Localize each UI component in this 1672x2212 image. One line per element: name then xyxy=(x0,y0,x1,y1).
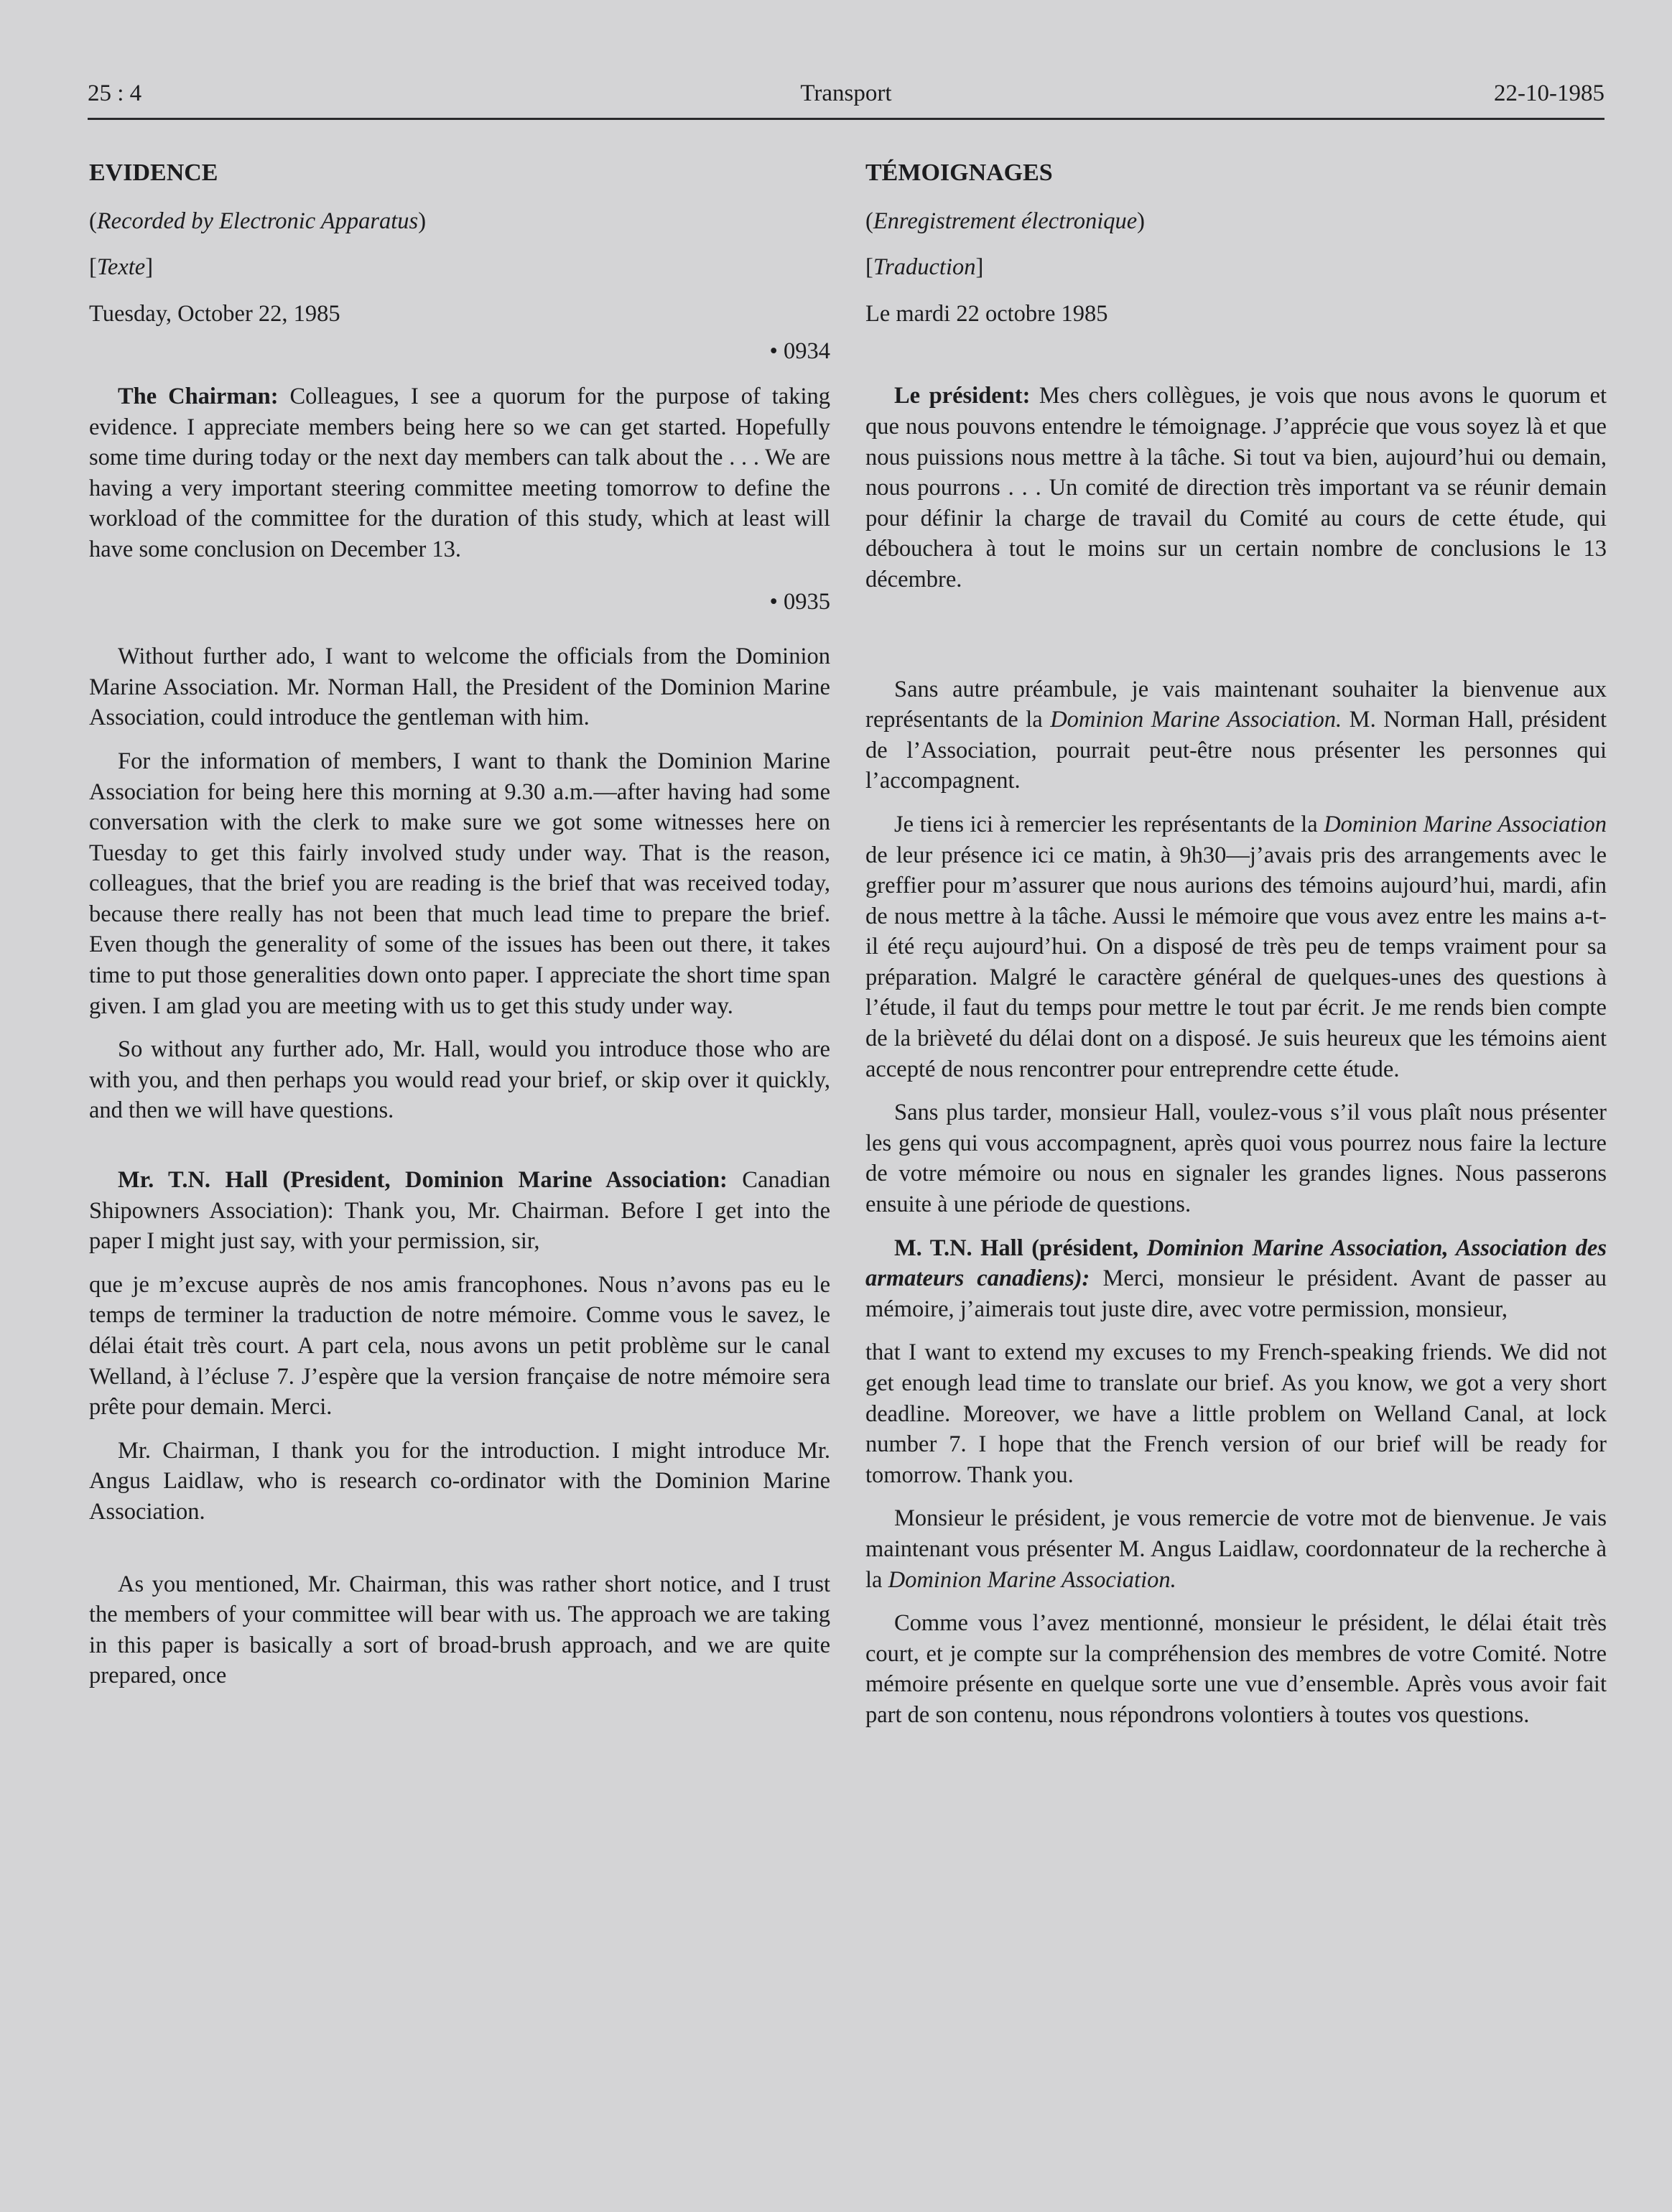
text-note: [Texte] xyxy=(89,254,154,281)
page-number: 25 : 4 xyxy=(88,80,142,106)
recording-note: (Recorded by Electronic Apparatus) xyxy=(89,208,427,234)
paragraph: The Chairman: Colleagues, I see a quorum for the purpose of taking evidence. I appreciate members being here so we can get started. Hopefully some time during today or the next day members can talk about the . . . We are having a very important steering committee meeting tomorrow to define the workload of the committee for the duration of this study, which at least will have some conclusion on December 13. xyxy=(89,383,830,562)
section-title: EVIDENCE xyxy=(89,159,218,186)
speaker-name: M. T.N. Hall (président, xyxy=(894,1235,1147,1261)
paragraph: that I want to extend my excuses to my French-speaking friends. We did not get enough lead time to translate our brief. As you know, we got a very short deadline. Moreover, we have a little problem on Welland Canal, at lock number 7. I hope that the French version of our brief will be ready for tomorrow. Thank you. xyxy=(865,1339,1607,1488)
paragraph: Sans autre préambule, je vais maintenant souhaiter la bienvenue aux représentants de la Dominion Marine Association. M. Norman Hall, président de l’Association, pourrait peut-être nous présenter les personnes qui l’accompagnent. xyxy=(865,676,1607,794)
paragraph: As you mentioned, Mr. Chairman, this was rather short notice, and I trust the members of your committee will bear with us. The approach we are taking in this paper is basically a sort of broad-brush approach, and we are quite prepared, once xyxy=(89,1571,830,1689)
paragraph: Sans plus tarder, monsieur Hall, voulez-vous s’il vous plaît nous présenter les gens qui vous accompagnent, après quoi vous pourrez nous faire la lecture de votre mémoire ou nous en signaler les grandes lignes. Nous passerons ensuite à une période de questions. xyxy=(865,1100,1607,1218)
paragraph: Je tiens ici à remercier les représentants de la Dominion Marine Association de leur présence ici ce matin, à 9h30—j’avais pris des arrangements avec le greffier pour m’assurer que nous aurions des témoins aujourd’hui, mardi, afin de nous mettre à la tâche. Aussi le mémoire que vous avez entre les mains a-t-il été reçu aujourd’hui. On a disposé de très peu de temps vraiment pour sa préparation. Malgré le caractère général de quelques-unes des questions à l’étude, il faut du temps pour mettre le tout par écrit. Je me rends bien compte de la brièveté du délai dont on a disposé. Je suis heureux que les témoins aient accepté de nous rencontrer pour entreprendre cette étude. xyxy=(865,811,1607,1082)
paragraph: For the information of members, I want to thank the Dominion Marine Association for being here this morning at 9.30 a.m.—after having had some conversation with the clerk to make sure we got some witnesses here on Tuesday to get this fairly involved study under way. That is the reason, colleagues, that the brief you are reading is the brief that was received today, because there really has not been that much lead time to prepare the brief. Even though the generality of some of the issues has been out there, it takes time to put those generalities down onto paper. I appreciate the short time span given. I am glad you are meeting with us to get this study under way. xyxy=(89,748,830,1019)
running-title: Transport xyxy=(800,80,892,106)
paragraph: Mr. Chairman, I thank you for the introduction. I might introduce Mr. Angus Laidlaw, who is research co-ordinator with the Dominion Marine Association. xyxy=(89,1437,830,1525)
french-column xyxy=(865,152,1607,1744)
recording-note: (Enregistrement électronique) xyxy=(865,208,1145,234)
speaker-name: Mr. T.N. Hall (President, Dominion Marine Association: xyxy=(118,1167,728,1194)
paragraph: Le président: Mes chers collègues, je vois que nous avons le quorum et que nous pouvons entendre le témoignage. J’apprécie que vous soyez là et que nous puissions nous mettre à la tâche. Si tout va bien, aujourd’hui ou demain, nous pourrons . . . Un comité de direction très important va se réunir demain pour définir la charge de travail du Comité au cours de cette étude, qui débouchera à tout le moins sur un certain nombre de conclusions le 13 décembre. xyxy=(865,383,1607,592)
header-date: 22-10-1985 xyxy=(1494,80,1604,106)
english-column xyxy=(89,152,830,1704)
paragraph: que je m’excuse auprès de nos amis francophones. Nous n’avons pas eu le temps de terminer la traduction de notre mémoire. Comme vous le savez, le délai était très court. A part cela, nous avons un petit problème sur le canal Welland, à l’écluse 7. J’espère que la version française de notre mémoire sera prête pour demain. Merci. xyxy=(89,1271,830,1421)
speaker-name: The Chairman: xyxy=(118,383,279,409)
header-rule xyxy=(88,118,1604,120)
session-date: Le mardi 22 octobre 1985 xyxy=(865,300,1108,327)
paragraph: Comme vous l’avez mentionné, monsieur le président, le délai était très court, et je compte sur la compréhension des membres de votre Comité. Notre mémoire présente en quelque sorte une vue d’ensemble. Après vous avoir fait part de son contenu, nous répondrons volontiers à toutes vos questions. xyxy=(865,1610,1607,1728)
time-marker: • 0935 xyxy=(769,588,830,615)
section-title: TÉMOIGNAGES xyxy=(865,159,1053,186)
paragraph: Without further ado, I want to welcome the officials from the Dominion Marine Association. Mr. Norman Hall, the President of the Dominion Marine Association, could introduce the gentleman with him. xyxy=(89,643,830,731)
session-date: Tuesday, October 22, 1985 xyxy=(89,300,340,327)
time-marker: • 0934 xyxy=(769,338,830,365)
paragraph: M. T.N. Hall (président, Dominion Marine Association, Association des armateurs canadiens): Merci, monsieur le président. Avant de passer au mémoire, j’aimerais tout juste dire, avec votre permission, monsieur, xyxy=(865,1235,1607,1322)
paragraph: Monsieur le président, je vous remercie de votre mot de bienvenue. Je vais maintenant vous présenter M. Angus Laidlaw, coordonnateur de la recherche à la Dominion Marine Association. xyxy=(865,1505,1607,1593)
paragraph: Mr. T.N. Hall (President, Dominion Marine Association: Canadian Shipowners Association): Thank you, Mr. Chairman. Before I get into the paper I might just say, with your permission, sir, xyxy=(89,1167,830,1255)
text-note: [Traduction] xyxy=(865,254,984,281)
page-header xyxy=(88,80,1604,116)
paragraph: So without any further ado, Mr. Hall, would you introduce those who are with you, and then perhaps you would read your brief, or skip over it quickly, and then we will have questions. xyxy=(89,1036,830,1124)
speaker-name: Le président: xyxy=(894,383,1031,409)
